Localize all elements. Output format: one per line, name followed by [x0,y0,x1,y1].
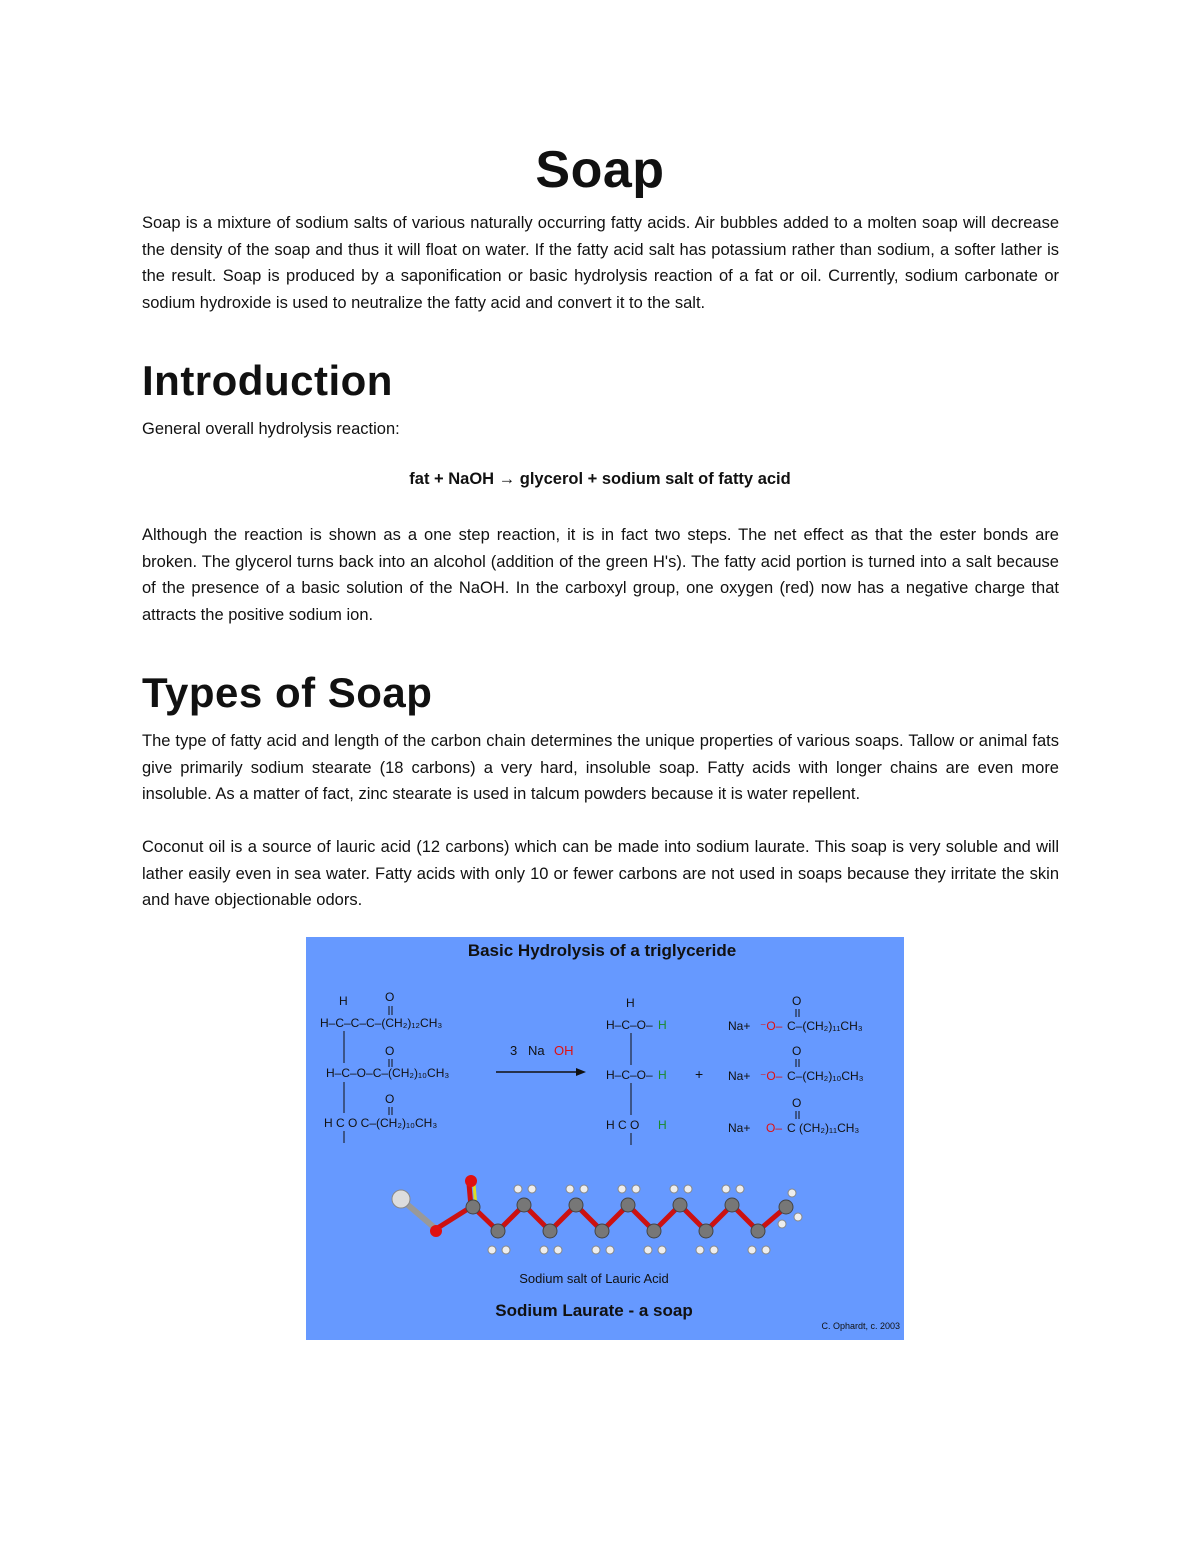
svg-text:O: O [385,990,395,1004]
reagent-count: 3 [510,1043,518,1058]
svg-text:C (CH₂)₁₁CH₃: C (CH₂)₁₁CH₃ [787,1121,860,1135]
svg-text:C–(CH₂)₁₀CH₃: C–(CH₂)₁₀CH₃ [787,1069,864,1083]
reaction-equation: fat + NaOH → glycerol + sodium salt of fatty acid [409,470,791,488]
svg-text:⁻O–: ⁻O– [760,1019,783,1033]
hydrolysis-diagram [306,937,904,1340]
svg-text:O–: O– [766,1121,783,1135]
hydrolysis-figure [306,937,904,1340]
svg-text:O: O [792,1096,802,1110]
sodium-laurate-model [392,1175,802,1254]
svg-text:H: H [339,994,348,1008]
svg-text:O: O [792,994,802,1008]
svg-text:H: H [658,1068,667,1082]
types-of-soap-heading: Types of Soap [142,669,433,716]
svg-text:H–C–C–C–(CH₂)₁₂CH₃: H–C–C–C–(CH₂)₁₂CH₃ [320,1016,443,1030]
intro-paragraph: Soap is a mixture of sodium salts of various naturally occurring fatty acids. Air bubbles added to a molten soap will decrease the density of the soap and thus it will float on water. If the fatty acid salt has potassium rather than sodium, a softer lather is the result. Soap is produced by a saponification or basic hydrolysis reaction of a fat or oil. Currently, sodium carbonate or sodium hydroxide is used to neutralize the fatty acid and convert it to the salt. [142,214,1059,312]
svg-text:H–C–O–: H–C–O– [606,1018,653,1032]
sodium-ion-1: Na+ [728,1019,751,1033]
sodium-atom [392,1190,410,1208]
svg-text:H C O C–(CH₂)₁₀CH₃: H C O C–(CH₂)₁₀CH₃ [324,1116,438,1130]
svg-text:H: H [626,996,635,1010]
reaction-lead-text: General overall hydrolysis reaction: [142,420,400,438]
svg-text:O: O [385,1092,395,1106]
figure-caption-small: Sodium salt of Lauric Acid [519,1271,669,1286]
triglyceride-structure [320,990,449,1143]
sodium-ion-2: Na+ [728,1069,751,1083]
svg-text:H: H [658,1018,667,1032]
figure-caption-large: Sodium Laurate - a soap [495,1301,693,1320]
svg-text:H C O: H C O [606,1118,640,1132]
plus-sign: + [695,1066,704,1082]
svg-text:⁻O–: ⁻O– [760,1069,783,1083]
types-paragraph-2: Coconut oil is a source of lauric acid (12 carbons) which can be made into sodium laurate. This soap is very soluble and will lather easily even in sea water. Fatty acids with only 10 or fewer carbons are not used in soaps because they irritate the skin and have objectionable odors. [142,838,1059,909]
reagent-hydroxide: OH [554,1043,574,1058]
svg-text:H–C–O–C–(CH₂)₁₀CH₃: H–C–O–C–(CH₂)₁₀CH₃ [326,1066,450,1080]
figure-title: Basic Hydrolysis of a triglyceride [467,941,737,960]
sodium-ion-3: Na+ [728,1121,751,1135]
glycerol-structure [606,996,667,1145]
figure-credit: C. Ophardt, c. 2003 [821,1321,900,1331]
introduction-heading: Introduction [142,357,393,404]
types-paragraph-1: The type of fatty acid and length of the carbon chain determines the unique properties of various soaps. Tallow or animal fats give primarily sodium stearate (18 carbons) a very hard, insoluble soap. Fatty acids with longer chains are even more insoluble. As a matter of fact, zinc stearate is used in talcum powders because it is water repellent. [142,732,1059,803]
reaction-arrow-group [496,1043,586,1076]
svg-text:O: O [792,1044,802,1058]
page-title: Soap [535,141,665,199]
sodium-salts-structure [728,994,864,1135]
svg-text:H: H [658,1118,667,1132]
reagent-sodium: Na [528,1043,545,1058]
svg-text:C–(CH₂)₁₁CH₃: C–(CH₂)₁₁CH₃ [787,1019,863,1033]
oxygen-atom [465,1175,477,1187]
introduction-paragraph: Although the reaction is shown as a one step reaction, it is in fact two steps. The net effect as that the ester bonds are broken. The glycerol turns back into an alcohol (addition of the green H's). The fatty acid portion is turned into a salt because of the presence of a basic solution of the NaOH. In the carboxyl group, one oxygen (red) now has a negative charge that attracts the positive sodium ion. [142,526,1059,624]
oxygen-atom [430,1225,442,1237]
svg-text:O: O [385,1044,395,1058]
svg-text:H–C–O–: H–C–O– [606,1068,653,1082]
